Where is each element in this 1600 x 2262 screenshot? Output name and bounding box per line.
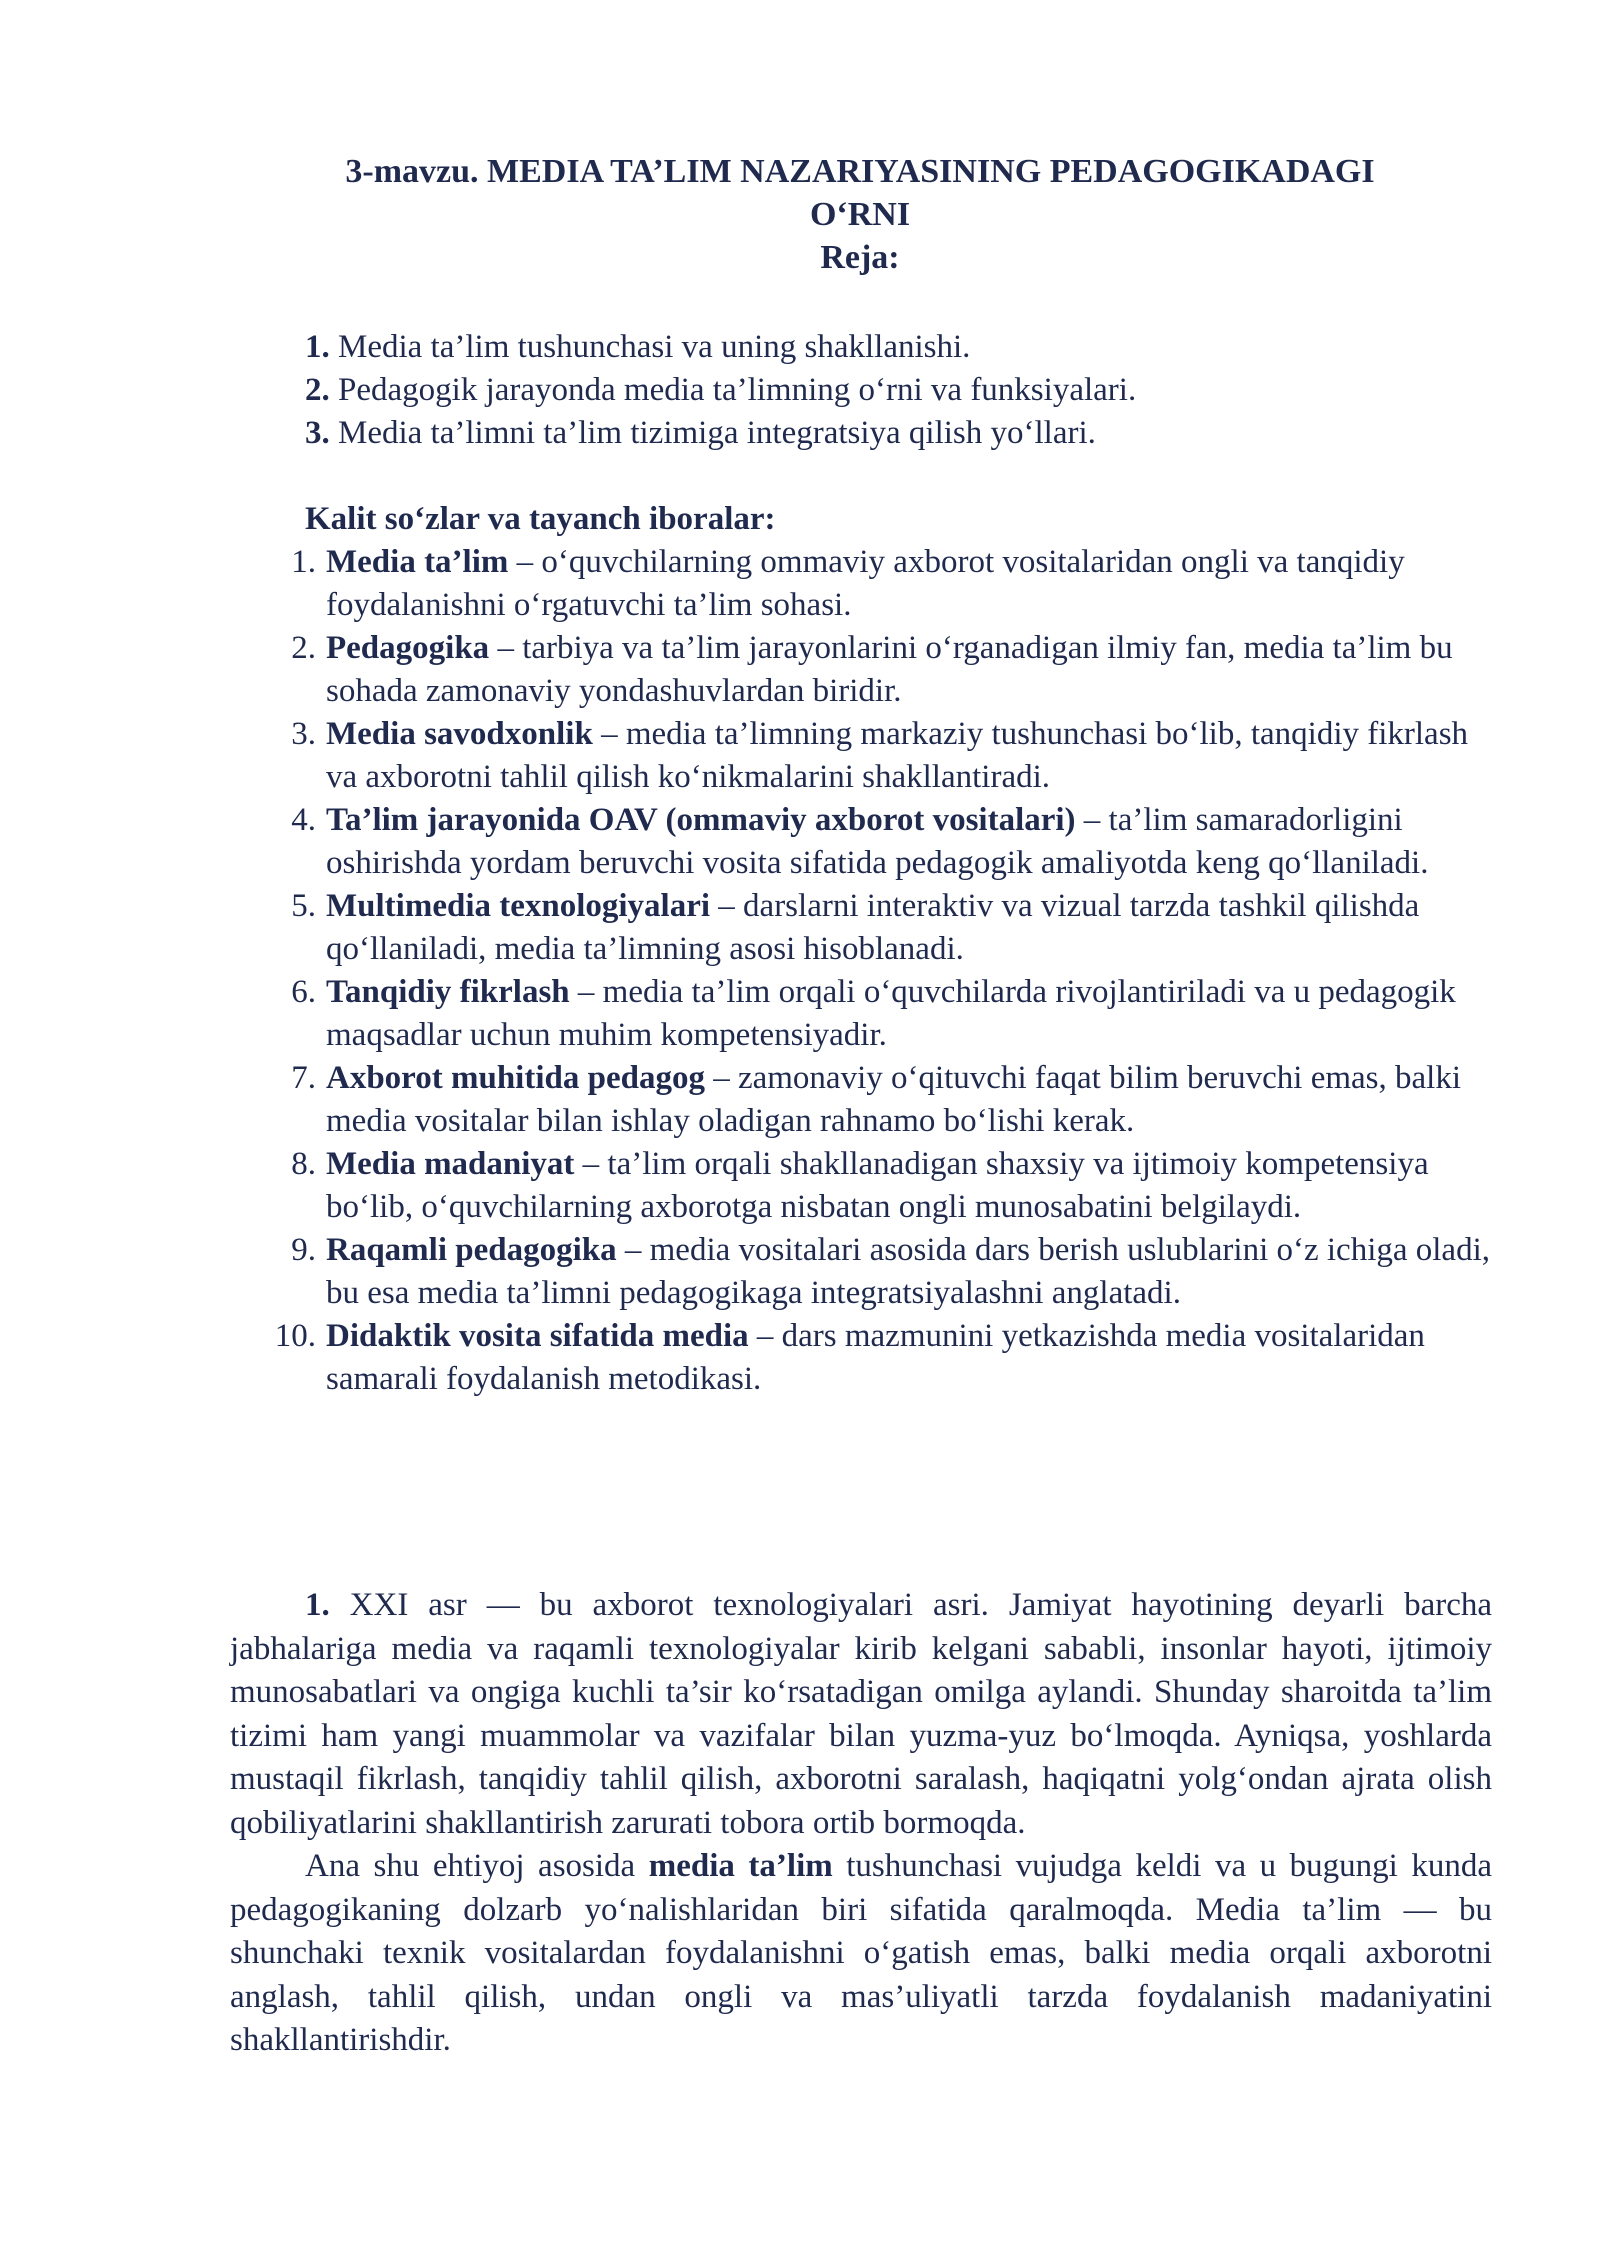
keyword-term: Media madaniyat [326,1146,575,1182]
keyword-item [270,541,1495,627]
keyword-item [270,1229,1495,1315]
keyword-definition: – media ta’lim orqali o‘quvchilarda rivojlantiriladi va u pedagogik maqsadlar uchun muhim kompetensiyadir. [326,974,1456,1053]
paragraph-text: Ana shu ehtiyoj asosida [305,1848,649,1884]
plan-list [305,326,1505,455]
keyword-item [270,1315,1495,1401]
plan-item [305,412,1505,455]
plan-item [305,369,1505,412]
keyword-item [270,627,1495,713]
body-paragraph-2 [230,1845,1492,2063]
keyword-item [270,885,1495,971]
title-line-3-reja: Reja: [820,239,900,276]
paragraph-text: tushunchasi vujudga keldi va u bugungi kunda pedagogikaning dolzarb yo‘nalishlaridan biri sifatida qaralmoqda. Media ta’lim — bu shunchaki texnik vositalardan foydalanishni o‘gatish emas, balki media orqali axborotni anglash, tahlil qilish, undan ongli va mas’uliyatli tarzda foydalanish madaniyatini shakllantirishdir. [230,1848,1493,2058]
keyword-definition: – media vositalari asosida dars berish uslublarini o‘z ichiga oladi, bu esa media ta’limni pedagogikaga integratsiyalashni anglatadi. [326,1232,1490,1311]
keyword-term: Multimedia texnologiyalari [326,888,711,924]
keyword-number: 2. [291,630,316,666]
keyword-number: 3. [291,716,316,752]
keyword-item [270,1143,1495,1229]
plan-item-number: 3. [305,415,330,451]
keyword-term: Tanqidiy fikrlash [326,974,570,1010]
plan-item-text: Media ta’limni ta’lim tizimiga integratsiya qilish yo‘llari. [329,415,1096,451]
keyword-term: Media savodxonlik [326,716,593,752]
keyword-term: Ta’lim jarayonida OAV (ommaviy axborot vositalari) [326,802,1076,838]
highlighted-term: media ta’lim [648,1848,833,1884]
keyword-item [270,971,1495,1057]
keyword-definition: – o‘quvchilarning ommaviy axborot vositalaridan ongli va tanqidiy foydalanishni o‘rgatuvchi ta’lim sohasi. [326,544,1405,623]
keyword-term: Pedagogika [326,630,490,666]
body-text [230,1584,1492,2063]
keyword-definition: – zamonaviy o‘qituvchi faqat bilim beruvchi emas, balki media vositalar bilan ishlay oladigan rahnamo bo‘lishi kerak. [326,1060,1461,1139]
keyword-number: 5. [291,888,316,924]
keyword-item [270,713,1495,799]
section-number: 1. [305,1587,330,1623]
plan-item-text: Media ta’lim tushunchasi va uning shakllanishi. [329,329,971,365]
keyword-definition: – darslarni interaktiv va vizual tarzda tashkil qilishda qo‘llaniladi, media ta’limning asosi hisoblanadi. [326,888,1420,967]
keyword-item [270,799,1495,885]
title-line-1: 3-mavzu. MEDIA TA’LIM NAZARIYASINING PEDAGOGIKADAGI [345,153,1375,190]
paragraph-text: XXI asr — bu axborot texnologiyalari asri. Jamiyat hayotining deyarli barcha jabhalariga media va raqamli texnologiyalar kirib kelgani sababli, insonlar hayoti, ijtimoiy munosabatlari va ongiga kuchli ta’sir ko‘rsatadigan omilga aylandi. Shunday sharoitda ta’lim tizimi ham yangi muammolar va vazifalar bilan yuzma-yuz bo‘lmoqda. Ayniqsa, yoshlarda mustaqil fikrlash, tanqidiy tahlil qilish, axborotni saralash, haqiqatni yolg‘ondan ajrata olish qobiliyatlarini shakllantirish zarurati tobora ortib bormoqda. [230,1587,1492,1841]
plan-item-text: Pedagogik jarayonda media ta’limning o‘rni va funksiyalari. [329,372,1137,408]
keyword-term: Raqamli pedagogika [326,1232,617,1268]
keyword-number: 6. [291,974,316,1010]
keyword-number: 4. [291,802,316,838]
keyword-number: 7. [291,1060,316,1096]
keyword-number: 9. [291,1232,316,1268]
keyword-definition: – media ta’limning markaziy tushunchasi bo‘lib, tanqidiy fikrlash va axborotni tahlil qilish ko‘nikmalarini shakllantiradi. [326,716,1469,795]
keyword-number: 10. [274,1318,316,1354]
keyword-term: Didaktik vosita sifatida media [326,1318,749,1354]
keyword-number: 8. [291,1146,316,1182]
title-line-2: O‘RNI [809,196,911,233]
keyword-definition: – ta’lim samaradorligini oshirishda yordam beruvchi vosita sifatida pedagogik amaliyotda keng qo‘llaniladi. [326,802,1429,881]
plan-item-number: 1. [305,329,330,365]
keyword-definition: – ta’lim orqali shakllanadigan shaxsiy va ijtimoiy kompetensiya bo‘lib, o‘quvchilarning axborotga nisbatan ongli munosabatini belgilaydi. [326,1146,1429,1225]
keywords-list [270,541,1495,1401]
document-title [260,150,1460,279]
keyword-item [270,1057,1495,1143]
keywords-heading: Kalit so‘zlar va tayanch iboralar: [305,501,776,537]
keyword-term: Media ta’lim [326,544,509,580]
keyword-definition: – dars mazmunini yetkazishda media vositalaridan samarali foydalanish metodikasi. [326,1318,1425,1397]
body-paragraph-1 [230,1584,1492,1845]
keyword-term: Axborot muhitida pedagog [326,1060,705,1096]
plan-item-number: 2. [305,372,330,408]
plan-item [305,326,1505,369]
keyword-number: 1. [291,544,316,580]
keyword-definition: – tarbiya va ta’lim jarayonlarini o‘rganadigan ilmiy fan, media ta’lim bu sohada zamonaviy yondashuvlardan biridir. [326,630,1453,709]
